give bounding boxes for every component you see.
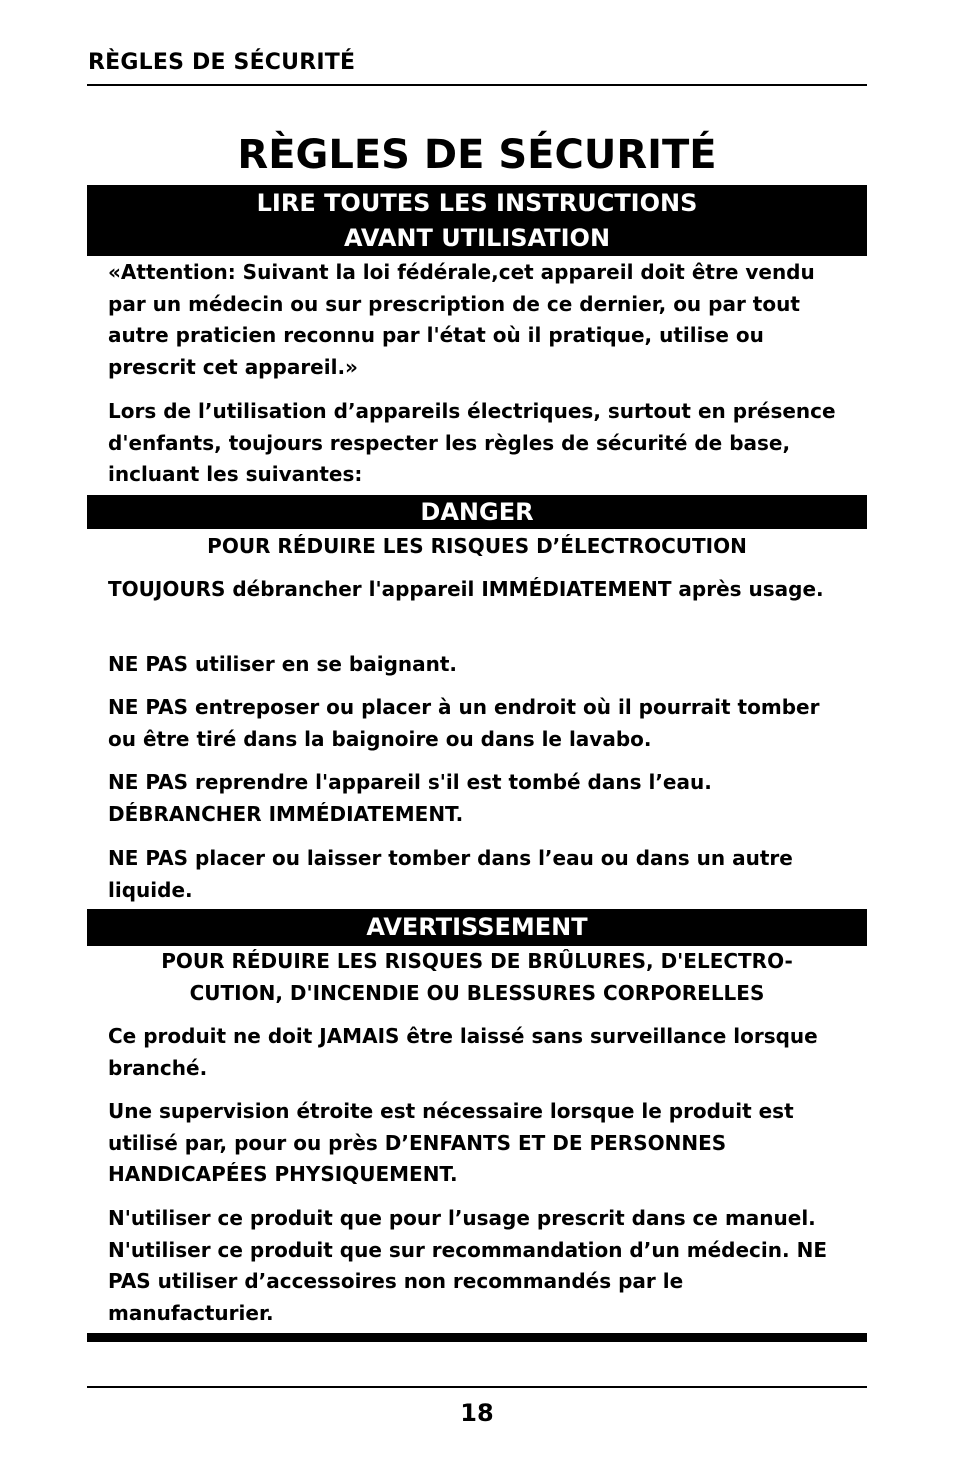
danger-item-text: débrancher l'appareil	[225, 577, 482, 601]
danger-subheading: POUR RÉDUIRE LES RISQUES D’ÉLECTROCUTION	[207, 534, 747, 558]
warning-item-tail: utiliser d’accessoires non recommandés par le manufacturier.	[108, 1269, 684, 1325]
basic-safety-intro: Lors de l’utilisation d’appareils électriques, surtout en présence d'enfants, toujours respecter les règles de sécurité de base, incluant les suivantes:	[108, 399, 836, 486]
warning-item-strong: JAMAIS	[319, 1024, 400, 1048]
banner-line-1: LIRE TOUTES LES INSTRUCTIONS	[256, 189, 698, 217]
footer-rule	[87, 1386, 867, 1388]
danger-item	[108, 574, 843, 606]
warning-item	[108, 1203, 843, 1329]
danger-item	[108, 692, 843, 755]
danger-item-strong: DÉBRANCHER IMMÉDIATEMENT.	[108, 801, 464, 826]
warning-item-tail: être laissé sans surveillance lorsque branché.	[108, 1024, 818, 1080]
danger-item-text: utiliser en se baignant.	[188, 652, 458, 676]
warning-subheading-line-2: CUTION, D'INCENDIE OU BLESSURES CORPORELLES	[189, 981, 765, 1005]
read-instructions-banner	[87, 185, 867, 256]
warning-item-text: Ce produit ne doit	[108, 1024, 320, 1048]
warning-subheading-line-1: POUR RÉDUIRE LES RISQUES DE BRÛLURES, D'ELECTRO-	[161, 949, 793, 973]
danger-item	[108, 843, 843, 906]
danger-item-text: placer ou laisser tomber dans l’eau ou dans un autre liquide.	[108, 846, 793, 902]
danger-item-text: reprendre l'appareil s'il est tombé dans l’eau.	[188, 770, 712, 794]
federal-law-notice: «Attention: Suivant la loi fédérale,cet appareil doit être vendu par un médecin ou sur prescription de ce dernier, ou par tout autre praticien reconnu par l'état où il pratique, utilise ou prescrit cet appareil.»	[108, 260, 815, 379]
danger-item-lead: NE PAS	[108, 652, 189, 676]
warning-item	[108, 1021, 843, 1084]
warning-subheading	[87, 945, 867, 1009]
danger-item	[108, 649, 843, 681]
warning-item-text: Une supervision étroite est nécessaire lorsque le produit est utilisé par, pour ou près	[108, 1099, 794, 1155]
page-number: 18	[460, 1399, 494, 1427]
danger-item-lead: NE PAS	[108, 770, 189, 794]
danger-item-tail: après usage.	[671, 577, 824, 601]
header-rule	[87, 84, 867, 86]
warning-item-text: N'utiliser ce produit que pour l’usage prescrit dans ce manuel. N'utiliser ce produit que sur recommandation d’un médecin.	[108, 1206, 816, 1262]
warning-item	[108, 1096, 843, 1191]
danger-item-text: entreposer ou placer à un endroit où il pourrait tomber ou être tiré dans la baignoire ou dans le lavabo.	[108, 695, 820, 751]
running-header: RÈGLES DE SÉCURITÉ	[88, 50, 356, 75]
warning-item-strong: D’ENFANTS ET DE PERSONNES HANDICAPÉES PHYSIQUEMENT.	[108, 1130, 727, 1186]
warning-banner: AVERTISSEMENT	[87, 909, 867, 946]
page-title: RÈGLES DE SÉCURITÉ	[237, 132, 717, 178]
danger-item-strong: IMMÉDIATEMENT	[481, 577, 672, 601]
warning-item-strong: NE PAS	[108, 1237, 827, 1293]
danger-banner: DANGER	[87, 495, 867, 529]
banner-line-2: AVANT UTILISATION	[343, 224, 611, 252]
danger-item	[108, 767, 843, 830]
danger-item-lead: NE PAS	[108, 846, 189, 870]
danger-item-lead: NE PAS	[108, 695, 189, 719]
section-end-rule	[87, 1333, 867, 1342]
danger-item-lead: TOUJOURS	[108, 577, 226, 601]
